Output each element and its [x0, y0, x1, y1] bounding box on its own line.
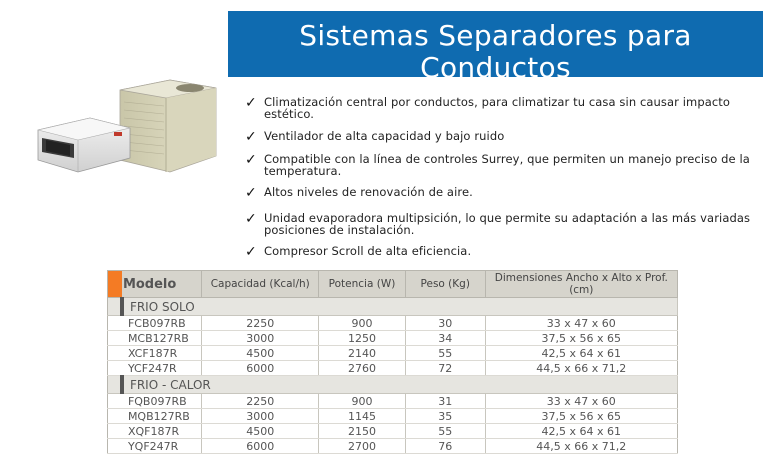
cell-capacidad: 3000: [202, 409, 319, 424]
feature-text: Climatización central por conductos, para climatizar tu casa sin causar impacto estético.: [264, 95, 731, 121]
cell-potencia: 1145: [319, 409, 406, 424]
row-lead: [108, 439, 122, 454]
check-icon: ✓: [245, 244, 257, 260]
spec-table: [107, 270, 678, 454]
group-lead: [108, 376, 122, 394]
feature-item: [245, 244, 765, 260]
cell-potencia: 2140: [319, 346, 406, 361]
cell-modelo: XQF187R: [122, 424, 202, 439]
cell-modelo: MQB127RB: [122, 409, 202, 424]
col-header-potencia: Potencia (W): [319, 271, 406, 298]
cell-capacidad: 4500: [202, 424, 319, 439]
col-header-modelo: Modelo: [122, 271, 202, 298]
table-row: [108, 316, 678, 331]
cell-peso: 34: [405, 331, 485, 346]
feature-text: Compresor Scroll de alta eficiencia.: [264, 244, 472, 258]
feature-item: [245, 185, 765, 201]
cell-modelo: XCF187R: [122, 346, 202, 361]
check-icon: ✓: [245, 185, 257, 201]
cell-dimensiones: 42,5 x 64 x 61: [485, 424, 677, 439]
row-lead: [108, 331, 122, 346]
cell-capacidad: 2250: [202, 316, 319, 331]
cell-potencia: 900: [319, 394, 406, 409]
cell-modelo: FQB097RB: [122, 394, 202, 409]
check-icon: ✓: [245, 129, 257, 145]
table-row: [108, 346, 678, 361]
col-header-dimensiones: Dimensiones Ancho x Alto x Prof. (cm): [485, 271, 677, 298]
cell-peso: 35: [405, 409, 485, 424]
feature-text: Compatible con la línea de controles Surrey, que permiten un manejo preciso de la temperatura.: [264, 152, 750, 178]
cell-modelo: YQF247R: [122, 439, 202, 454]
cell-capacidad: 2250: [202, 394, 319, 409]
cell-potencia: 900: [319, 316, 406, 331]
group-lead: [108, 298, 122, 316]
cell-potencia: 2150: [319, 424, 406, 439]
table-header-row: [108, 271, 678, 298]
cell-dimensiones: 42,5 x 64 x 61: [485, 346, 677, 361]
row-lead: [108, 409, 122, 424]
group-row: [108, 298, 678, 316]
product-photo: [30, 72, 226, 184]
cell-dimensiones: 37,5 x 56 x 65: [485, 331, 677, 346]
cell-capacidad: 6000: [202, 361, 319, 376]
cell-peso: 72: [405, 361, 485, 376]
page-title: Sistemas Separadores para Conductos: [299, 19, 692, 84]
row-lead: [108, 346, 122, 361]
row-lead: [108, 394, 122, 409]
cell-peso: 30: [405, 316, 485, 331]
col-header-peso: Peso (Kg): [405, 271, 485, 298]
group-row: [108, 376, 678, 394]
group-label: FRIO - CALOR: [122, 376, 678, 394]
table-row: [108, 361, 678, 376]
cell-potencia: 1250: [319, 331, 406, 346]
page-subtitle: Unidad Evaporadora y unidad Condensadora.: [332, 82, 659, 98]
cell-peso: 76: [405, 439, 485, 454]
cell-potencia: 2760: [319, 361, 406, 376]
feature-item: [245, 96, 765, 120]
cell-dimensiones: 33 x 47 x 60: [485, 394, 677, 409]
cell-modelo: FCB097RB: [122, 316, 202, 331]
cell-capacidad: 4500: [202, 346, 319, 361]
feature-text: Ventilador de alta capacidad y bajo ruido: [264, 129, 505, 143]
feature-list: [245, 95, 765, 260]
cell-capacidad: 3000: [202, 331, 319, 346]
table-row: [108, 331, 678, 346]
feature-item: [245, 129, 765, 145]
cell-potencia: 2700: [319, 439, 406, 454]
cell-dimensiones: 44,5 x 66 x 71,2: [485, 361, 677, 376]
feature-text: Unidad evaporadora multipsición, lo que permite su adaptación a las más variadas posiciones de instalación.: [264, 211, 751, 237]
check-icon: ✓: [245, 95, 257, 111]
table-row: [108, 439, 678, 454]
cell-dimensiones: 33 x 47 x 60: [485, 316, 677, 331]
cell-capacidad: 6000: [202, 439, 319, 454]
feature-item: [245, 153, 765, 177]
row-lead: [108, 316, 122, 331]
table-row: [108, 409, 678, 424]
cell-dimensiones: 44,5 x 66 x 71,2: [485, 439, 677, 454]
cell-peso: 55: [405, 346, 485, 361]
feature-text: Altos niveles de renovación de aire.: [264, 185, 473, 199]
title-banner: [228, 11, 763, 98]
cell-peso: 55: [405, 424, 485, 439]
feature-item: [245, 212, 765, 236]
group-label: FRIO SOLO: [122, 298, 678, 316]
header-accent: [108, 271, 122, 298]
cell-modelo: MCB127RB: [122, 331, 202, 346]
check-icon: ✓: [245, 211, 257, 227]
cell-dimensiones: 37,5 x 56 x 65: [485, 409, 677, 424]
row-lead: [108, 361, 122, 376]
table-row: [108, 394, 678, 409]
cell-peso: 31: [405, 394, 485, 409]
cell-modelo: YCF247R: [122, 361, 202, 376]
table-row: [108, 424, 678, 439]
check-icon: ✓: [245, 152, 257, 168]
col-header-capacidad: Capacidad (Kcal/h): [202, 271, 319, 298]
row-lead: [108, 424, 122, 439]
